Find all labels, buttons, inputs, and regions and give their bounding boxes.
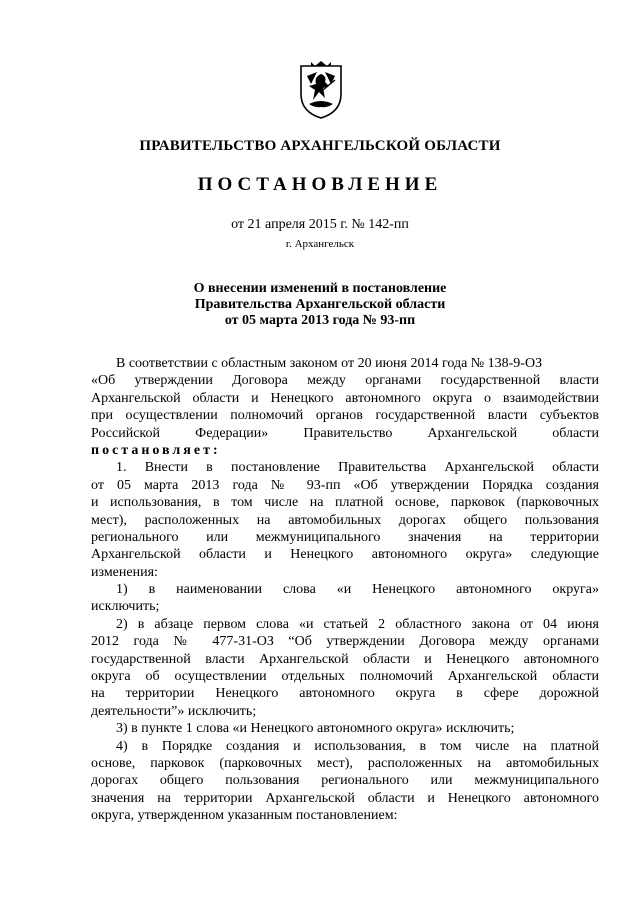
body-line: 2012 года № 477-31-ОЗ “Об утверждении Договора между органами xyxy=(91,634,599,650)
body-line: 2) в абзаце первом слова «и статьей 2 областного закона от 04 июня xyxy=(116,616,599,632)
body-line-postanovlyaet: постановляет: xyxy=(91,442,221,458)
body-line: округа об осуществлении отдельных полномочий Архангельской области xyxy=(91,669,599,685)
body-line: 1) в наименовании слова «и Ненецкого автономного округа» xyxy=(116,582,599,598)
body-line: основе, парковок (парковочных мест), расположенных на автомобильных xyxy=(91,755,599,771)
body-line: 3) в пункте 1 слова «и Ненецкого автономного округа» исключить; xyxy=(116,721,515,737)
body-line: В соответствии с областным законом от 20 июня 2014 года № 138-9-ОЗ xyxy=(116,356,543,371)
body-line: от 05 марта 2013 года № 93-пп «Об утверждении Порядка создания xyxy=(91,477,599,493)
body-line: «Об утверждении Договора между органами государственной власти xyxy=(91,373,599,389)
body-line: 1. Внести в постановление Правительства Архангельской области xyxy=(116,460,599,476)
subject-line: О внесении изменений в постановление xyxy=(193,281,447,296)
body-line: исключить; xyxy=(91,599,160,615)
body-line: дорогах общего пользования регионального или межмуниципального xyxy=(91,773,599,789)
body-line: значения на территории Архангельской области и Ненецкого автономного xyxy=(91,790,599,806)
body-line: и использования, в том числе на платной основе, парковок (парковочных xyxy=(91,495,599,511)
body-line: Российской Федерации» Правительство Архангельской области xyxy=(91,425,599,441)
decree-city: г. Архангельск xyxy=(285,238,355,250)
body-line: округа, утвержденном указанным постановлением: xyxy=(91,808,398,824)
subject-line: от 05 марта 2013 года № 93-пп xyxy=(224,313,416,328)
body-line: изменения: xyxy=(91,564,158,580)
body-line: государственной власти Архангельской области и Ненецкого автономного xyxy=(91,651,599,667)
decree-date-number: от 21 апреля 2015 г. № 142-пп xyxy=(231,217,409,232)
body-line: регионального или межмуниципального значения на территории xyxy=(91,529,599,545)
body-line: деятельности”» исключить; xyxy=(91,703,257,719)
decree-body xyxy=(91,355,599,825)
subject-line: Правительства Архангельской области xyxy=(194,297,446,312)
body-line: мест), расположенных на автомобильных дорогах общего пользования xyxy=(91,512,599,528)
government-title: ПРАВИТЕЛЬСТВО АРХАНГЕЛЬСКОЙ ОБЛАСТИ xyxy=(139,138,501,154)
body-line: на территории Ненецкого автономного округа в сфере дорожной xyxy=(91,686,599,702)
arkhangelsk-coat-of-arms-icon xyxy=(297,60,345,120)
document-type-title: ПОСТАНОВЛЕНИЕ xyxy=(197,174,443,195)
decree-subject xyxy=(0,281,640,329)
body-line: при осуществлении полномочий органов государственной власти субъектов xyxy=(91,408,599,424)
body-line: 4) в Порядке создания и использования, в том числе на платной xyxy=(116,738,599,754)
body-line: Архангельской области и Ненецкого автономного округа о взаимодействии xyxy=(91,390,599,406)
body-line: Архангельской области и Ненецкого автономного округа» следующие xyxy=(91,547,599,563)
